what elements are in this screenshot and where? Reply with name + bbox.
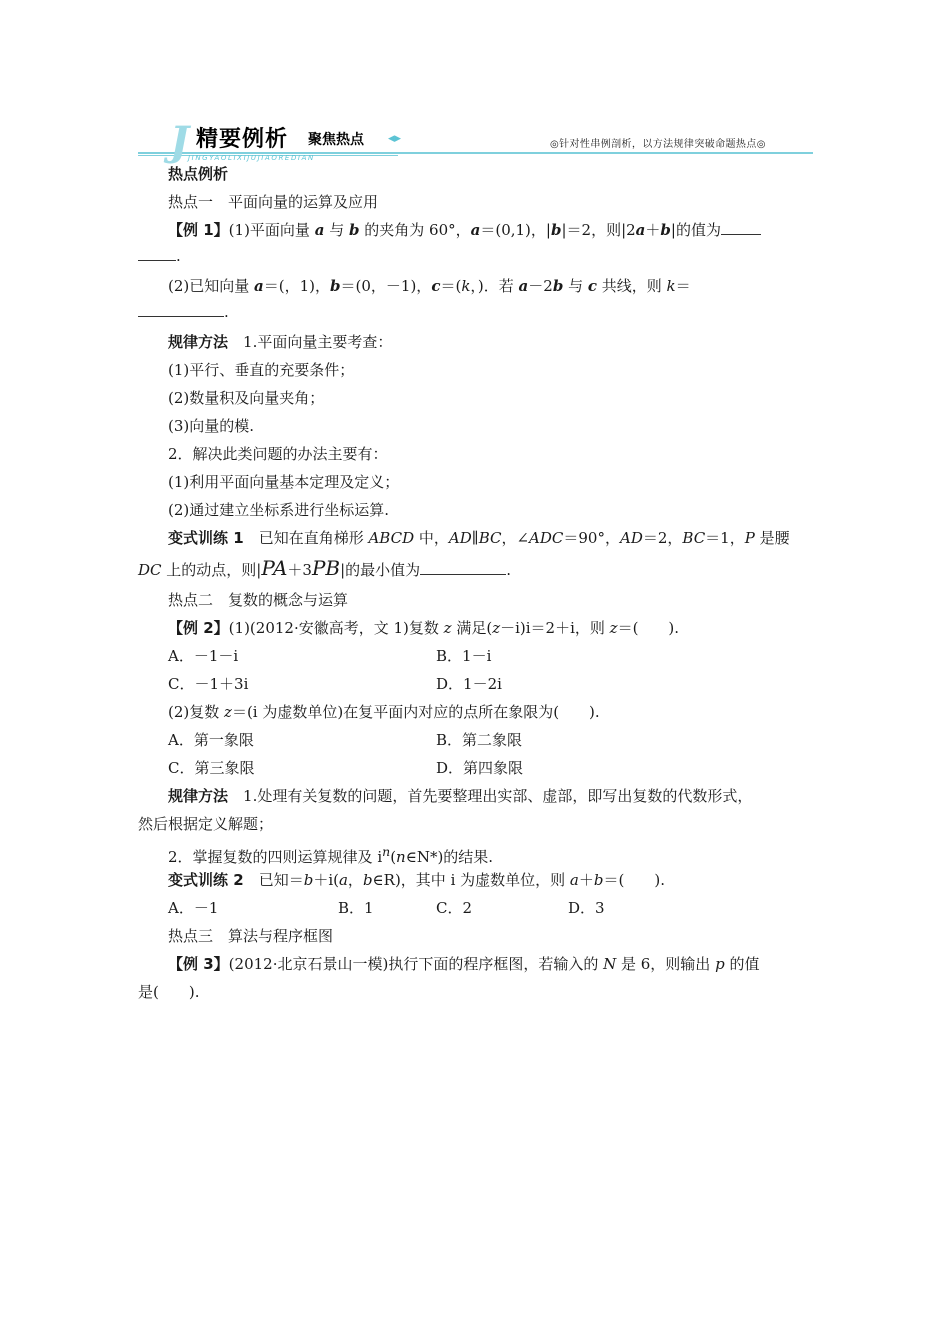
- text: 与: [324, 221, 349, 239]
- option-c[interactable]: C．第三象限: [168, 759, 255, 777]
- text: |的值为: [670, 221, 721, 239]
- text: 1.处理有关复数的问题，首先要整理出实部、虚部，即写出复数的代数形式，: [243, 787, 753, 805]
- var: b: [552, 277, 564, 295]
- text: 是 6，则输出: [616, 955, 716, 973]
- var: b: [330, 277, 341, 295]
- variation-1-label: 变式训练 1: [168, 529, 244, 547]
- text: ＝(0,1)，|: [480, 221, 551, 239]
- option-b[interactable]: B．1－i: [436, 647, 492, 665]
- text: 上的动点，则|: [161, 561, 262, 579]
- var: ABCD: [368, 529, 415, 547]
- text: ∥: [471, 529, 479, 547]
- option-b[interactable]: B．1: [338, 899, 374, 917]
- text: ＝(: [440, 277, 462, 295]
- variation-2-line: [168, 870, 665, 890]
- var: z: [224, 703, 232, 721]
- text: 已知在直角梯形: [258, 529, 369, 547]
- banner-j-logo: J: [170, 118, 189, 165]
- text: ＝90°，: [563, 529, 620, 547]
- var: a: [635, 221, 646, 239]
- section-banner: [138, 120, 813, 166]
- vector-pb: PB: [311, 556, 341, 580]
- var: n: [396, 848, 406, 866]
- example-1-part-2: [168, 276, 691, 296]
- var: a: [314, 221, 325, 239]
- text: 2．掌握复数的四则运算规律及 i: [168, 848, 383, 866]
- text: (2)已知向量: [168, 277, 255, 295]
- text: (: [390, 848, 397, 866]
- banner-title: 精要例析: [196, 127, 289, 152]
- var: b: [303, 871, 314, 889]
- variation-1-line-2: [138, 558, 511, 580]
- var: a: [569, 871, 579, 889]
- var: P: [744, 529, 755, 547]
- text: ＝: [675, 277, 691, 295]
- variation-2-label: 变式训练 2: [168, 871, 244, 889]
- text: 的夹角为 60°，: [359, 221, 471, 239]
- text: (2)复数: [168, 703, 225, 721]
- option-d[interactable]: D．3: [568, 899, 605, 917]
- var: DC: [138, 561, 162, 579]
- rule-1-item: (1)利用平面向量基本定理及定义；: [168, 473, 400, 491]
- text: 与: [563, 277, 588, 295]
- text: 共线，则: [597, 277, 667, 295]
- text: ＝(i 为虚数单位)在复平面内对应的点所在象限为( ).: [231, 703, 600, 721]
- rule-2-point-2: [168, 842, 493, 867]
- text: ＝2，: [642, 529, 683, 547]
- rule-1-item: (3)向量的模.: [168, 417, 255, 435]
- var: b: [550, 221, 562, 239]
- text: (2012·北京石景山一模)执行下面的程序框图，若输入的: [228, 955, 604, 973]
- var: k: [666, 277, 676, 295]
- text: ＋3: [287, 561, 312, 579]
- var: a: [338, 871, 348, 889]
- text: ＝(，1)，: [263, 277, 331, 295]
- var: z: [609, 619, 618, 637]
- answer-blank[interactable]: [721, 220, 761, 235]
- var: a: [518, 277, 529, 295]
- text: 已知＝: [258, 871, 304, 889]
- text: 中，: [414, 529, 449, 547]
- text: |＝2，则|2: [561, 221, 636, 239]
- text: ＋i(: [313, 871, 339, 889]
- rule-1-label: 规律方法: [168, 333, 229, 351]
- option-d[interactable]: D．第四象限: [436, 759, 524, 777]
- rule-2-line-2: 然后根据定义解题；: [138, 815, 274, 833]
- rule-1-item: (2)通过建立坐标系进行坐标运算.: [168, 501, 390, 519]
- example-2-part-2: [168, 702, 600, 722]
- text: ∈N*)的结果.: [405, 848, 494, 866]
- option-a[interactable]: A．－1－i: [168, 647, 239, 665]
- var: k: [461, 277, 471, 295]
- hotspot-3-heading: 热点三 算法与程序框图: [168, 927, 334, 945]
- option-c[interactable]: C．2: [436, 899, 473, 917]
- section-heading: 热点例析: [168, 165, 229, 183]
- vector-pa: PA: [261, 556, 288, 580]
- var: c: [587, 277, 597, 295]
- var: b: [593, 871, 604, 889]
- example-3-line-2: 是( ).: [138, 983, 200, 1001]
- text: ，∠: [501, 529, 530, 547]
- option-c[interactable]: C．－1＋3i: [168, 675, 249, 693]
- banner-arrow-icon: ◂▸: [388, 131, 402, 146]
- text: .: [224, 303, 229, 321]
- answer-blank[interactable]: [420, 560, 506, 575]
- text: －2: [528, 277, 553, 295]
- text: |的最小值为: [340, 561, 421, 579]
- text: ＝( ).: [603, 871, 665, 889]
- var: ADC: [529, 529, 564, 547]
- rule-1-line: [168, 332, 392, 352]
- rule-1-item: (1)平行、垂直的充要条件；: [168, 361, 355, 379]
- banner-subtitle: 聚焦热点: [308, 132, 364, 148]
- var: AD: [448, 529, 472, 547]
- example-2-line-1: [168, 618, 679, 638]
- text: ＝(0，－1)，: [340, 277, 432, 295]
- text: .: [506, 561, 511, 579]
- text: (1)平面向量: [228, 221, 315, 239]
- rule-1-item: (2)数量积及向量夹角；: [168, 389, 325, 407]
- var: N: [603, 955, 617, 973]
- var: z: [443, 619, 452, 637]
- var: a: [254, 277, 264, 295]
- var: z: [492, 619, 501, 637]
- text: ∈R)，其中 i 为虚数单位，则: [372, 871, 570, 889]
- text: ＝( ).: [617, 619, 680, 637]
- example-1-part-2-line-2: [138, 302, 229, 322]
- var: b: [660, 221, 671, 239]
- text: ，: [347, 871, 363, 889]
- text: ，)．若: [470, 277, 519, 295]
- option-a[interactable]: A．第一象限: [168, 731, 254, 749]
- variation-1-line-1: [168, 528, 790, 548]
- text: 是腰: [754, 529, 790, 547]
- hotspot-2-heading: 热点二 复数的概念与运算: [168, 591, 349, 609]
- text: (1)(2012·安徽高考，文 1)复数: [228, 619, 444, 637]
- option-d[interactable]: D．1－2i: [436, 675, 502, 693]
- text: ＝1，: [705, 529, 745, 547]
- var: a: [470, 221, 481, 239]
- text: 1.平面向量主要考查：: [243, 333, 393, 351]
- answer-blank[interactable]: [138, 246, 176, 261]
- option-b[interactable]: B．第二象限: [436, 731, 523, 749]
- example-2-tag: 【例 2】: [168, 619, 229, 637]
- answer-blank[interactable]: [138, 302, 224, 317]
- rule-1-point-2: 2．解决此类问题的办法主要有：: [168, 445, 388, 463]
- var: b: [348, 221, 360, 239]
- text: ＋: [578, 871, 594, 889]
- text: 的值: [724, 955, 760, 973]
- var: AD: [619, 529, 643, 547]
- var: n: [382, 844, 391, 859]
- hotspot-1-heading: 热点一 平面向量的运算及应用: [168, 193, 379, 211]
- example-1-line-2: [138, 246, 181, 266]
- example-3-line-1: [168, 954, 759, 974]
- text: .: [176, 247, 181, 265]
- var: BC: [478, 529, 502, 547]
- var: c: [431, 277, 441, 295]
- var: BC: [682, 529, 706, 547]
- example-1-tag: 【例 1】: [168, 221, 229, 239]
- var: b: [362, 871, 373, 889]
- rule-2-line-1: [168, 786, 752, 806]
- example-1-line-1: [168, 220, 761, 240]
- text: ＋: [645, 221, 661, 239]
- text: 满足(: [451, 619, 493, 637]
- banner-pinyin: JINGYAOLIXIJUJIAOREDIAN: [188, 154, 315, 162]
- var: p: [715, 955, 725, 973]
- text: －i)i＝2＋i，则: [500, 619, 610, 637]
- example-3-tag: 【例 3】: [168, 955, 229, 973]
- option-a[interactable]: A．－1: [168, 899, 219, 917]
- rule-2-label: 规律方法: [168, 787, 229, 805]
- banner-tagline: ◎针对性串例剖析，以方法规律突破命题热点◎: [550, 139, 766, 150]
